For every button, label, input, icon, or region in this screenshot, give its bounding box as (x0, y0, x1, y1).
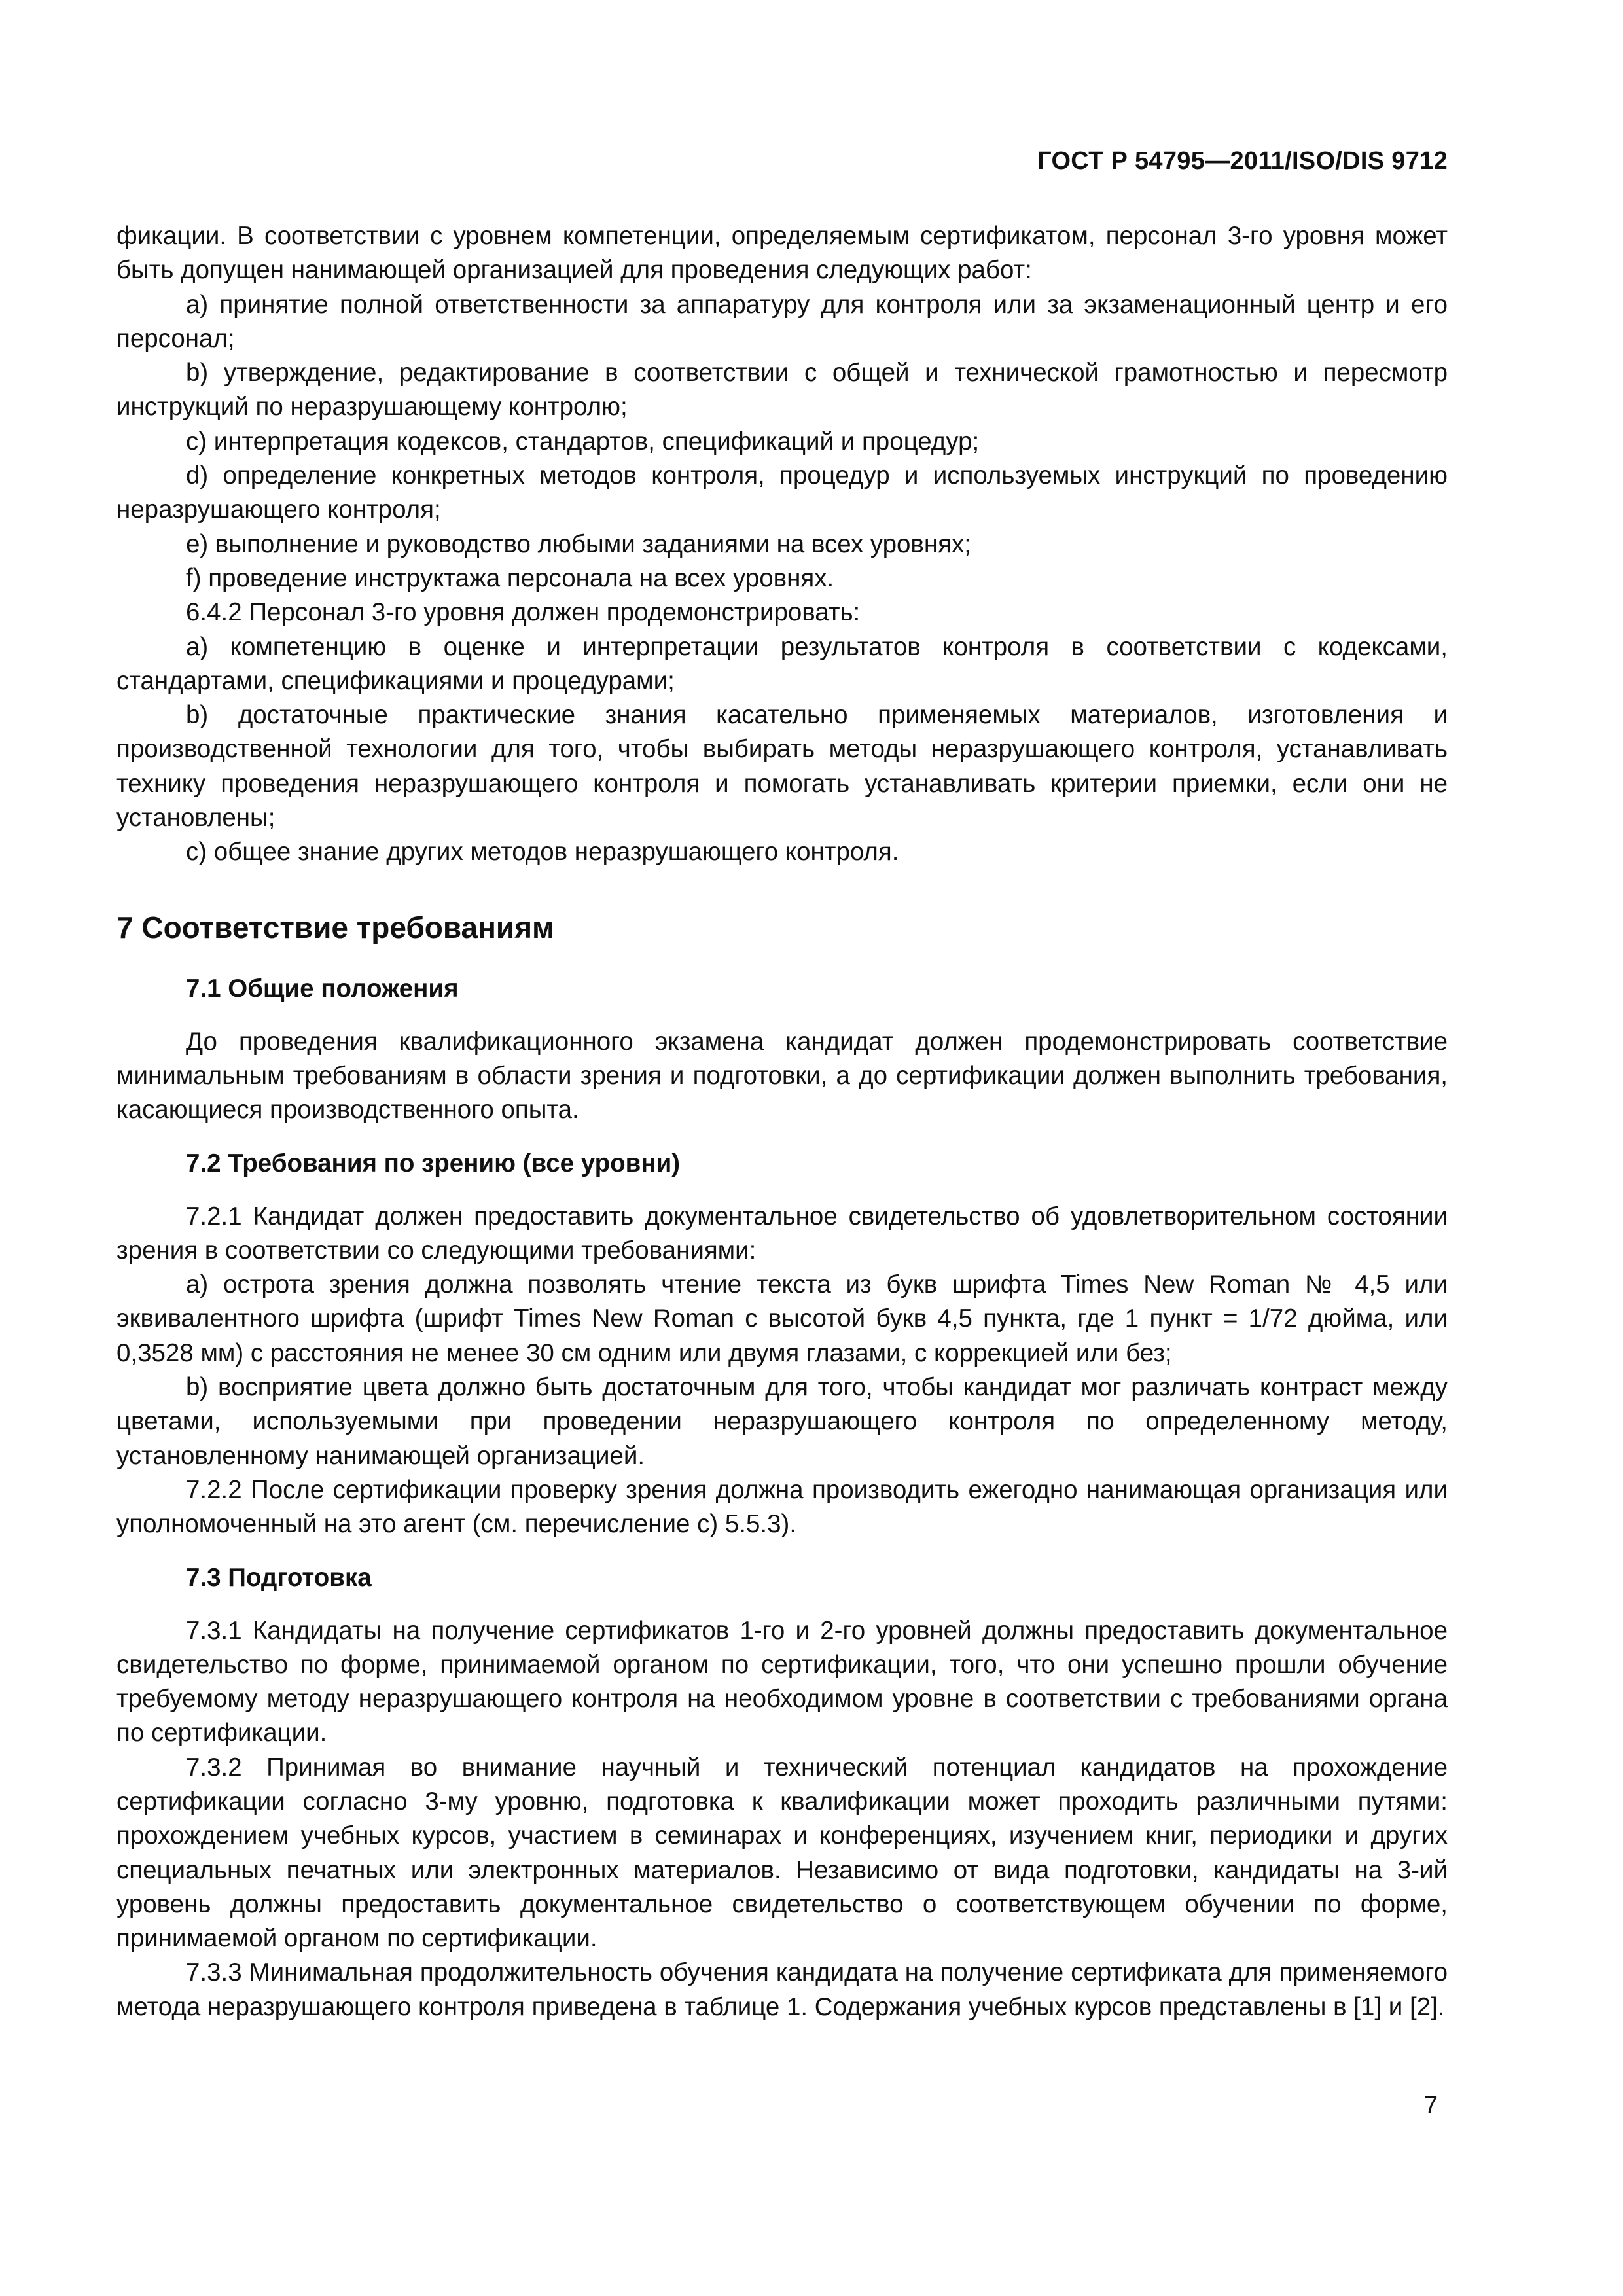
subsection-heading: 7.1 Общие положения (186, 974, 459, 1003)
subsection-heading: 7.2 Требования по зрению (все уровни) (186, 1149, 681, 1177)
page-number: 7 (1423, 2092, 1438, 2119)
list-item: f) проведение инструктажа персонала на всех уровнях. (186, 564, 834, 592)
list-item: b) утверждение, редактирование в соответствии с общей и технической грамотностью и пересмотр инструкций по неразрушающему контролю; (116, 359, 1448, 422)
paragraph: 7.2.2 После сертификации проверку зрения должна производить ежегодно нанимающая организация или уполномоченный на это агент (см. перечисление с) 5.5.3). (116, 1475, 1448, 1539)
paragraph: фикации. В соответствии с уровнем компетенции, определяемым сертификатом, персонал 3-го уровня может быть допущен нанимающей организацией для проведения следующих работ: (116, 222, 1448, 285)
list-item: a) принятие полной ответственности за аппаратуру для контроля или за экзаменационный центр и его персонал; (116, 290, 1448, 353)
list-item: e) выполнение и руководство любыми заданиями на всех уровнях; (186, 529, 971, 558)
list-item: d) определение конкретных методов контроля, процедур и используемых инструкций по проведению неразрушающего контроля; (116, 461, 1448, 524)
list-item: c) интерпретация кодексов, стандартов, спецификаций и процедур; (186, 427, 980, 456)
list-item: c) общее знание других методов неразрушающего контроля. (186, 838, 899, 867)
list-item: b) достаточные практические знания касательно применяемых материалов, изготовления и производственной технологии для того, чтобы выбирать методы неразрушающего контроля, устанавливать технику проведения неразрушающего контроля и помогать устанавливать критерии приемки, если они не установлены; (116, 701, 1448, 833)
paragraph: 7.2.1 Кандидат должен предоставить документальное свидетельство об удовлетворительном состоянии зрения в соответствии со следующими требованиями: (116, 1202, 1448, 1265)
subsection-heading: 7.3 Подготовка (186, 1563, 372, 1592)
paragraph: 7.3.2 Принимая во внимание научный и технический потенциал кандидатов на прохождение сертификации согласно 3-му уровню, подготовка к квалификации может проходить различными путями: прохождением учебных курсов, участием в семинарах и конференциях, изучением книг, периодики и других специальных печатных или электронных материалов. Независимо от вида подготовки, кандидаты на 3-ий уровень должны предоставить документальное свидетельство о соответствующем обучении по форме, принимаемой органом по сертификации. (116, 1753, 1448, 1953)
paragraph: 7.3.3 Минимальная продолжительность обучения кандидата на получение сертификата для применяемого метода неразрушающего контроля приведена в таблице 1. Содержания учебных курсов представлены в [1] и [2]. (116, 1958, 1448, 2021)
document-header: ГОСТ Р 54795—2011/ISO/DIS 9712 (1037, 147, 1448, 175)
list-item: b) восприятие цвета должно быть достаточным для того, чтобы кандидат мог различать контраст между цветами, используемыми при проведении неразрушающего контроля по определенному методу, установленному нанимающей организацией. (116, 1373, 1448, 1470)
paragraph: 6.4.2 Персонал 3-го уровня должен продемонстрировать: (186, 598, 861, 627)
list-item: a) компетенцию в оценке и интерпретации результатов контроля в соответствии с кодексами, стандартами, спецификациями и процедурами; (116, 632, 1448, 695)
document-body (116, 219, 1448, 2024)
section-heading: 7 Соответствие требованиям (116, 910, 555, 944)
paragraph: До проведения квалификационного экзамена кандидат должен продемонстрировать соответствие минимальным требованиям в области зрения и подготовки, а до сертификации должен выполнить требования, касающиеся производственного опыта. (116, 1027, 1448, 1124)
paragraph: 7.3.1 Кандидаты на получение сертификатов 1-го и 2-го уровней должны предоставить документальное свидетельство по форме, принимаемой органом по сертификации, того, что они успешно прошли обучение требуемому методу неразрушающего контроля на необходимом уровне в соответствии с требованиями органа по сертификации. (116, 1616, 1448, 1748)
list-item: a) острота зрения должна позволять чтение текста из букв шрифта Times New Roman № 4,5 или эквивалентного шрифта (шрифт Times New Roman с высотой букв 4,5 пункта, где 1 пункт = 1/72 дюйма, или 0,3528 мм) с расстояния не менее 30 см одним или двумя глазами, с коррекцией или без; (116, 1270, 1448, 1367)
